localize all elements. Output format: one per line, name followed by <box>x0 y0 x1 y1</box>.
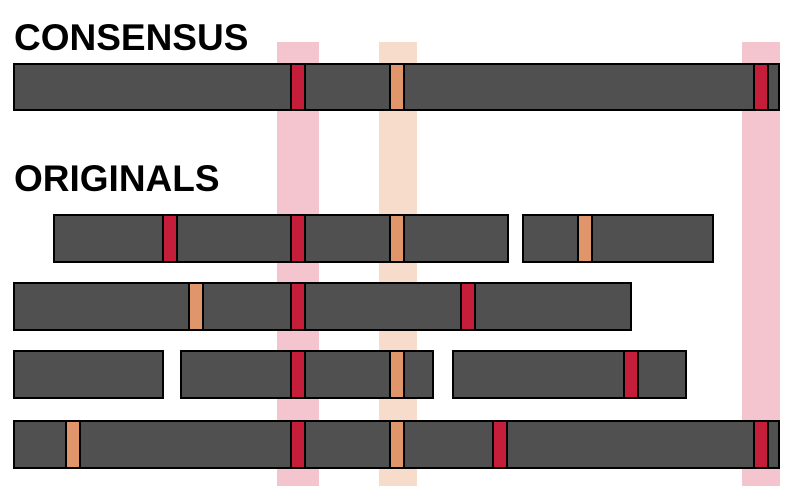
original-track-1-marker-red <box>291 215 305 262</box>
original-track-4-marker-orange <box>66 421 80 468</box>
original-track-1-marker-red <box>163 215 177 262</box>
original-track-2-marker-red <box>291 283 305 330</box>
original-track-4-marker-orange <box>390 421 404 468</box>
consensus-track-marker-red <box>754 64 768 110</box>
original-track-2-segment <box>14 283 631 330</box>
original-track-3-segment <box>453 351 686 398</box>
original-track-1-marker-orange <box>390 215 404 262</box>
original-track-4-marker-red <box>291 421 305 468</box>
original-track-3-marker-orange <box>390 351 404 398</box>
consensus-track-marker-orange <box>390 64 404 110</box>
original-track-4-marker-red <box>493 421 507 468</box>
original-track-3-marker-red <box>624 351 638 398</box>
consensus-track-marker-red <box>291 64 305 110</box>
originals-heading: ORIGINALS <box>14 158 220 199</box>
original-track-3-marker-red <box>291 351 305 398</box>
original-track-2-marker-red <box>461 283 475 330</box>
original-track-1-segment <box>54 215 508 262</box>
original-track-4-marker-red <box>754 421 768 468</box>
original-track-2-marker-orange <box>189 283 203 330</box>
original-track-3-segment <box>14 351 163 398</box>
original-track-1-marker-orange <box>578 215 592 262</box>
original-track-1-segment <box>523 215 713 262</box>
consensus-heading: CONSENSUS <box>14 17 249 58</box>
